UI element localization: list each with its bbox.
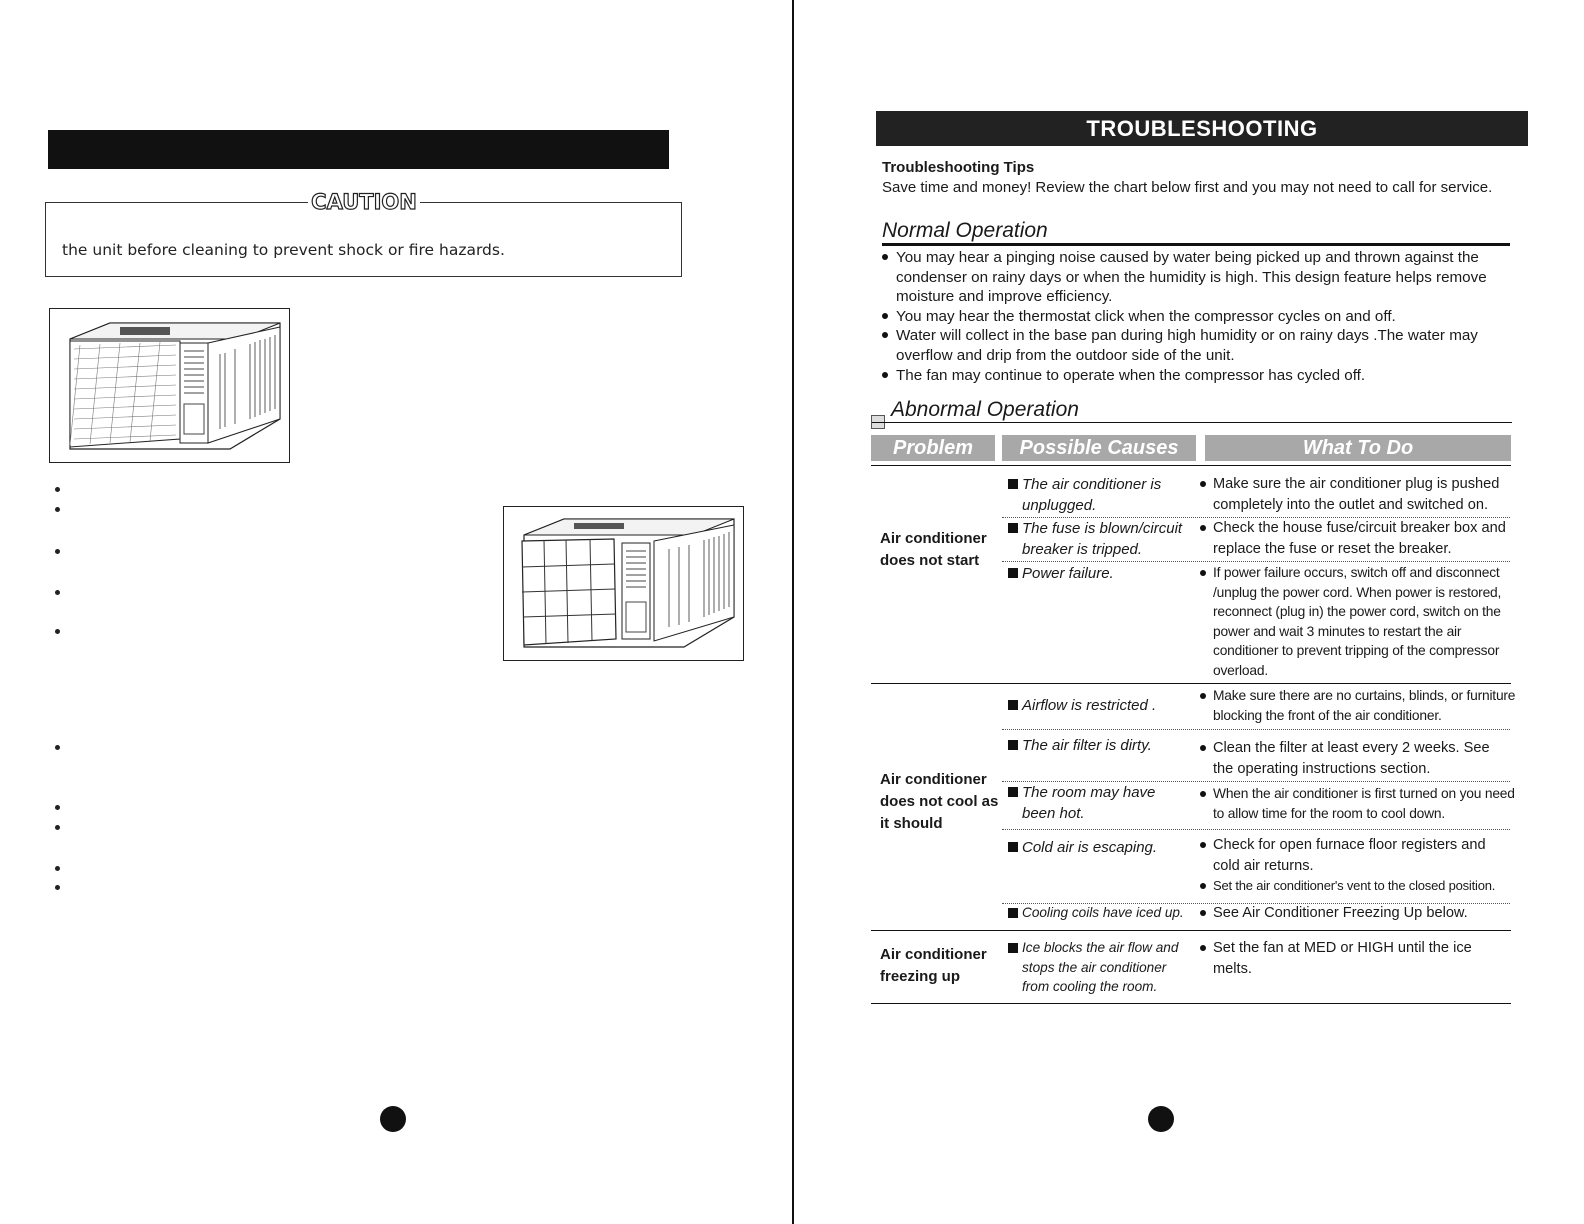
fix-item: If power failure occurs, switch off and disconnect /unplug the power cord. When power is restored, reconnect (plug in) the power cord, switch on the power and wait 3 minutes to restart the air conditioner to prevent tripping of the compressor overload. [1199,563,1523,681]
fix-item: Check for open furnace floor registers and cold air returns. [1199,835,1503,876]
bullet-dot [55,590,60,595]
bullet-dot [55,487,60,492]
fix-item: Clean the filter at least every 2 weeks. See the operating instructions section. [1199,738,1513,779]
cause-item: Cooling coils have iced up. [1008,903,1202,923]
caution-label: CAUTION [308,189,420,215]
table-rule [871,465,1511,466]
unit-filter-illustration [503,506,744,661]
cause-item: The air conditioner is unplugged. [1008,474,1194,516]
normal-operation-list [880,248,1520,385]
row-separator [1002,729,1510,730]
tips-title: Troubleshooting Tips [882,159,1035,176]
cause-item: Cold air is escaping. [1008,837,1194,858]
bullet-dot [55,805,60,810]
section-title-bar [48,130,669,169]
cause-item: The fuse is blown/circuit breaker is tripped. [1008,518,1194,560]
abnormal-operation-title: Abnormal Operation [891,398,1079,421]
normal-operation-title: Normal Operation [882,219,1048,242]
bullet-dot [55,866,60,871]
bullet-dot [55,629,60,634]
bullet-dot [55,885,60,890]
table-rule [871,683,1511,684]
cause-item: Power failure. [1008,563,1194,584]
section-rule [882,243,1510,246]
tips-text: Save time and money! Review the chart below first and you may not need to call for service. [882,179,1493,196]
fix-item: Set the air conditioner's vent to the closed position. [1199,876,1523,897]
page-number-marker-left [380,1106,406,1132]
page-divider [792,0,794,1224]
table-rule [871,930,1511,931]
list-item: Water will collect in the base pan during high humidity or on rainy days .The water may overflow and drip from the outdoor side of the unit. [880,326,1520,365]
cause-item: Airflow is restricted . [1008,695,1194,716]
cause-item: The room may have been hot. [1008,782,1172,824]
section-rule [872,422,1512,423]
problem-label: Air conditioner does not cool as it should [880,771,999,832]
page-number-marker-right [1148,1106,1174,1132]
fix-item: See Air Conditioner Freezing Up below. [1199,903,1523,924]
header-problem: Problem [871,435,995,461]
list-item: You may hear the thermostat click when the compressor cycles on and off. [880,307,1520,327]
fix-item: Check the house fuse/circuit breaker box and replace the fuse or reset the breaker. [1199,518,1521,559]
bullet-dot [55,549,60,554]
cause-item: Ice blocks the air flow and stops the air conditioner from cooling the room. [1008,938,1182,997]
list-item: You may hear a pinging noise caused by water being picked up and thrown against the condenser on rainy days or when the humidity is high. This design feature helps remove moisture and improve efficiency. [880,248,1520,307]
caution-text: the unit before cleaning to prevent shock or fire hazards. [62,241,505,259]
header-what-to-do: What To Do [1205,435,1511,461]
fix-item: Make sure there are no curtains, blinds, or furniture blocking the front of the air conditioner. [1199,686,1523,725]
cause-item: The air filter is dirty. [1008,735,1194,756]
page-title: TROUBLESHOOTING [876,111,1528,146]
table-rule [871,1003,1511,1004]
list-item: The fan may continue to operate when the compressor has cycled off. [880,366,1520,386]
problem-label: Air conditioner freezing up [880,946,987,985]
fix-item: When the air conditioner is first turned on you need to allow time for the room to cool down. [1199,784,1515,823]
unit-front-illustration [49,308,290,463]
row-separator [1002,561,1510,562]
header-possible-causes: Possible Causes [1002,435,1196,461]
bullet-dot [55,825,60,830]
fix-item: Set the fan at MED or HIGH until the ice melts. [1199,938,1513,979]
problem-label: Air conditioner does not start [880,530,987,569]
bullet-dot [55,507,60,512]
fix-item: Make sure the air conditioner plug is pushed completely into the outlet and switched on. [1199,474,1521,515]
bullet-dot [55,745,60,750]
row-separator [1002,829,1510,830]
